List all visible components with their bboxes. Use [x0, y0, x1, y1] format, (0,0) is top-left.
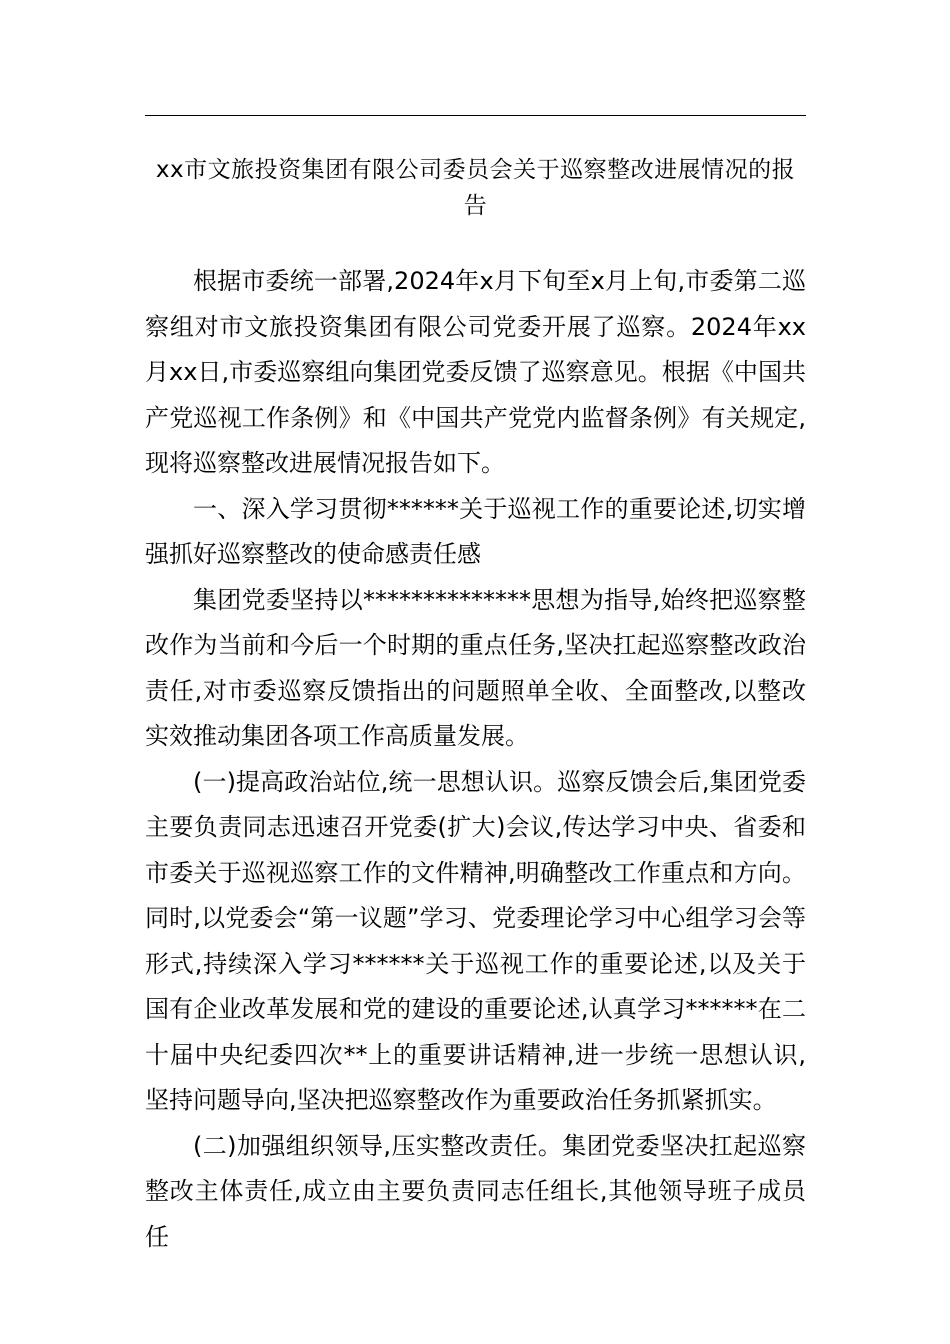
header-rule — [145, 115, 806, 116]
document-title: xx市文旅投资集团有限公司委员会关于巡察整改进展情况的报告 — [155, 157, 796, 219]
section-heading-1: 一、深入学习贯彻******关于巡视工作的重要论述,切实增强抓好巡察整改的使命感责任感 — [145, 494, 806, 568]
document-body — [145, 259, 806, 1260]
intro-paragraph: 根据市委统一部署,2024年x月下旬至x月上旬,市委第二巡察组对市文旅投资集团有限公司党委开展了巡察。2024年xx月xx日,市委巡察组向集团党委反馈了巡察意见。根据《中国共产党巡视工作条例》和《中国共产党党内监督条例》有关规定,现将巡察整改进展情况报告如下。 — [145, 267, 806, 477]
subsection-1-paragraph: (一)提高政治站位,统一思想认识。巡察反馈会后,集团党委主要负责同志迅速召开党委(扩大)会议,传达学习中央、省委和市委关于巡视巡察工作的文件精神,明确整改工作重点和方向。同时,以党委会“第一议题”学习、党委理论学习中心组学习会等形式,持续深入学习******关于巡视工作的重要论述,以及关于国有企业改革发展和党的建设的重要论述,认真学习******在二十届中央纪委四次**上的重要讲话精神,进一步统一思想认识,坚持问题导向,坚决把巡察整改作为重要政治任务抓紧抓实。 — [145, 767, 806, 1114]
section-1-paragraph: 集团党委坚持以**************思想为指导,始终把巡察整改作为当前和今后一个时期的重点任务,坚决扛起巡察整改政治责任,对市委巡察反馈指出的问题照单全收、全面整改,以整改实效推动集团各项工作高质量发展。 — [145, 585, 806, 750]
subsection-2-paragraph: (二)加强组织领导,压实整改责任。集团党委坚决扛起巡察整改主体责任,成立由主要负责同志任组长,其他领导班子成员任 — [145, 1131, 806, 1251]
